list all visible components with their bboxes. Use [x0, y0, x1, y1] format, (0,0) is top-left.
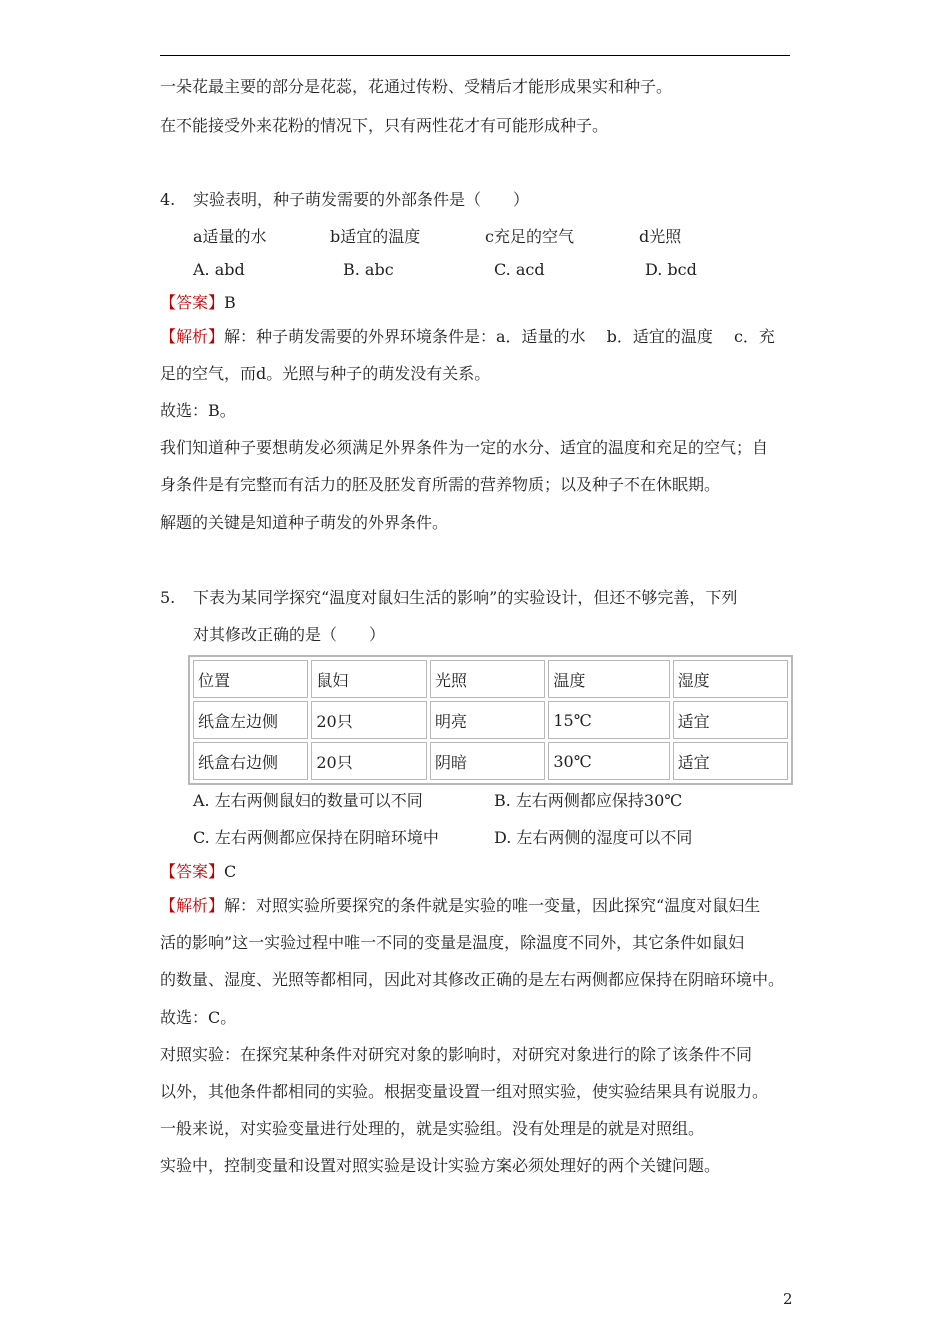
analysis-text: 解：对照实验所要探究的条件就是实验的唯一变量，因此探究“温度对鼠妇生 [224, 896, 761, 915]
header-rule [160, 55, 790, 56]
option-c: C. 左右两侧都应保持在阴暗环境中 [193, 828, 439, 847]
question-number: 5. [160, 588, 176, 607]
option-d: D. bcd [645, 260, 697, 279]
analysis-text: 实验中，控制变量和设置对照实验是设计实验方案必须处理好的两个关键问题。 [160, 1156, 721, 1175]
table-cell: 适宜 [673, 701, 788, 739]
analysis-line [160, 327, 775, 347]
analysis-text: 以外，其他条件都相同的实验。根据变量设置一组对照实验，使实验结果具有说服力。 [160, 1082, 769, 1101]
question-number: 4. [160, 190, 176, 209]
analysis-tag: 【解析】 [160, 896, 225, 915]
table-header-cell: 鼠妇 [311, 660, 427, 698]
answer-value: C [224, 862, 237, 881]
answer-tag: 【答案】 [160, 293, 225, 312]
analysis-text: 一般来说，对实验变量进行处理的，就是实验组。没有处理是的就是对照组。 [160, 1119, 705, 1138]
table-header-row [193, 660, 788, 698]
table-cell: 20只 [311, 742, 427, 780]
table-row [193, 701, 788, 739]
table-row [193, 742, 788, 780]
option-b: B. 左右两侧都应保持30℃ [494, 791, 683, 810]
option-c: C. acd [494, 260, 545, 279]
condition-c: c充足的空气 [485, 227, 574, 246]
condition-d: d光照 [639, 227, 682, 246]
analysis-text: 的数量、湿度、光照等都相同，因此对其修改正确的是左右两侧都应保持在阴暗环境中。 [160, 970, 785, 989]
option-a: A. 左右两侧鼠妇的数量可以不同 [193, 791, 423, 810]
table-header-cell: 温度 [548, 660, 669, 698]
table-header-cell: 光照 [430, 660, 545, 698]
answer-line [160, 862, 236, 882]
analysis-text: 对照实验：在探究某种条件对研究对象的影响时，对研究对象进行的除了该条件不同 [160, 1045, 753, 1064]
option-b: B. abc [343, 260, 394, 279]
table-cell: 30℃ [548, 742, 669, 780]
intro-line: 在不能接受外来花粉的情况下，只有两性花才有可能形成种子。 [160, 116, 609, 135]
table-cell: 阴暗 [430, 742, 545, 780]
table-header-cell: 湿度 [673, 660, 788, 698]
table-cell: 适宜 [673, 742, 788, 780]
table-cell: 20只 [311, 701, 427, 739]
analysis-text: 足的空气，而d。光照与种子的萌发没有关系。 [160, 364, 491, 383]
answer-line [160, 293, 236, 313]
answer-tag: 【答案】 [160, 862, 225, 881]
answer-value: B [224, 293, 236, 312]
intro-line: 一朵花最主要的部分是花蕊，花通过传粉、受精后才能形成果实和种子。 [160, 77, 673, 96]
analysis-tag: 【解析】 [160, 327, 225, 346]
question-stem: 实验表明，种子萌发需要的外部条件是（ ） [193, 190, 530, 209]
question-stem: 下表为某同学探究“温度对鼠妇生活的影响”的实验设计，但还不够完善，下列 [193, 588, 738, 607]
analysis-text: 故选：C。 [160, 1008, 237, 1027]
analysis-text: 解：种子萌发需要的外界环境条件是：a．适量的水 b．适宜的温度 c．充 [224, 327, 775, 346]
table-cell: 明亮 [430, 701, 545, 739]
experiment-table [188, 655, 793, 785]
analysis-text: 故选：B。 [160, 401, 236, 420]
table-header-cell: 位置 [193, 660, 308, 698]
table-cell: 纸盒左边侧 [193, 701, 308, 739]
table-cell: 15℃ [548, 701, 669, 739]
analysis-line [160, 896, 760, 916]
condition-b: b适宜的温度 [330, 227, 421, 246]
analysis-text: 解题的关键是知道种子萌发的外界条件。 [160, 513, 449, 532]
question-stem: 对其修改正确的是（ ） [193, 625, 386, 644]
analysis-text: 我们知道种子要想萌发必须满足外界条件为一定的水分、适宜的温度和充足的空气；自 [160, 438, 769, 457]
page-number: 2 [783, 1290, 793, 1308]
analysis-text: 身条件是有完整而有活力的胚及胚发育所需的营养物质；以及种子不在休眠期。 [160, 475, 721, 494]
analysis-text: 活的影响”这一实验过程中唯一不同的变量是温度，除温度不同外，其它条件如鼠妇 [160, 933, 745, 952]
option-d: D. 左右两侧的湿度可以不同 [494, 828, 693, 847]
option-a: A. abd [193, 260, 245, 279]
table-cell: 纸盒右边侧 [193, 742, 308, 780]
condition-a: a适量的水 [193, 227, 267, 246]
